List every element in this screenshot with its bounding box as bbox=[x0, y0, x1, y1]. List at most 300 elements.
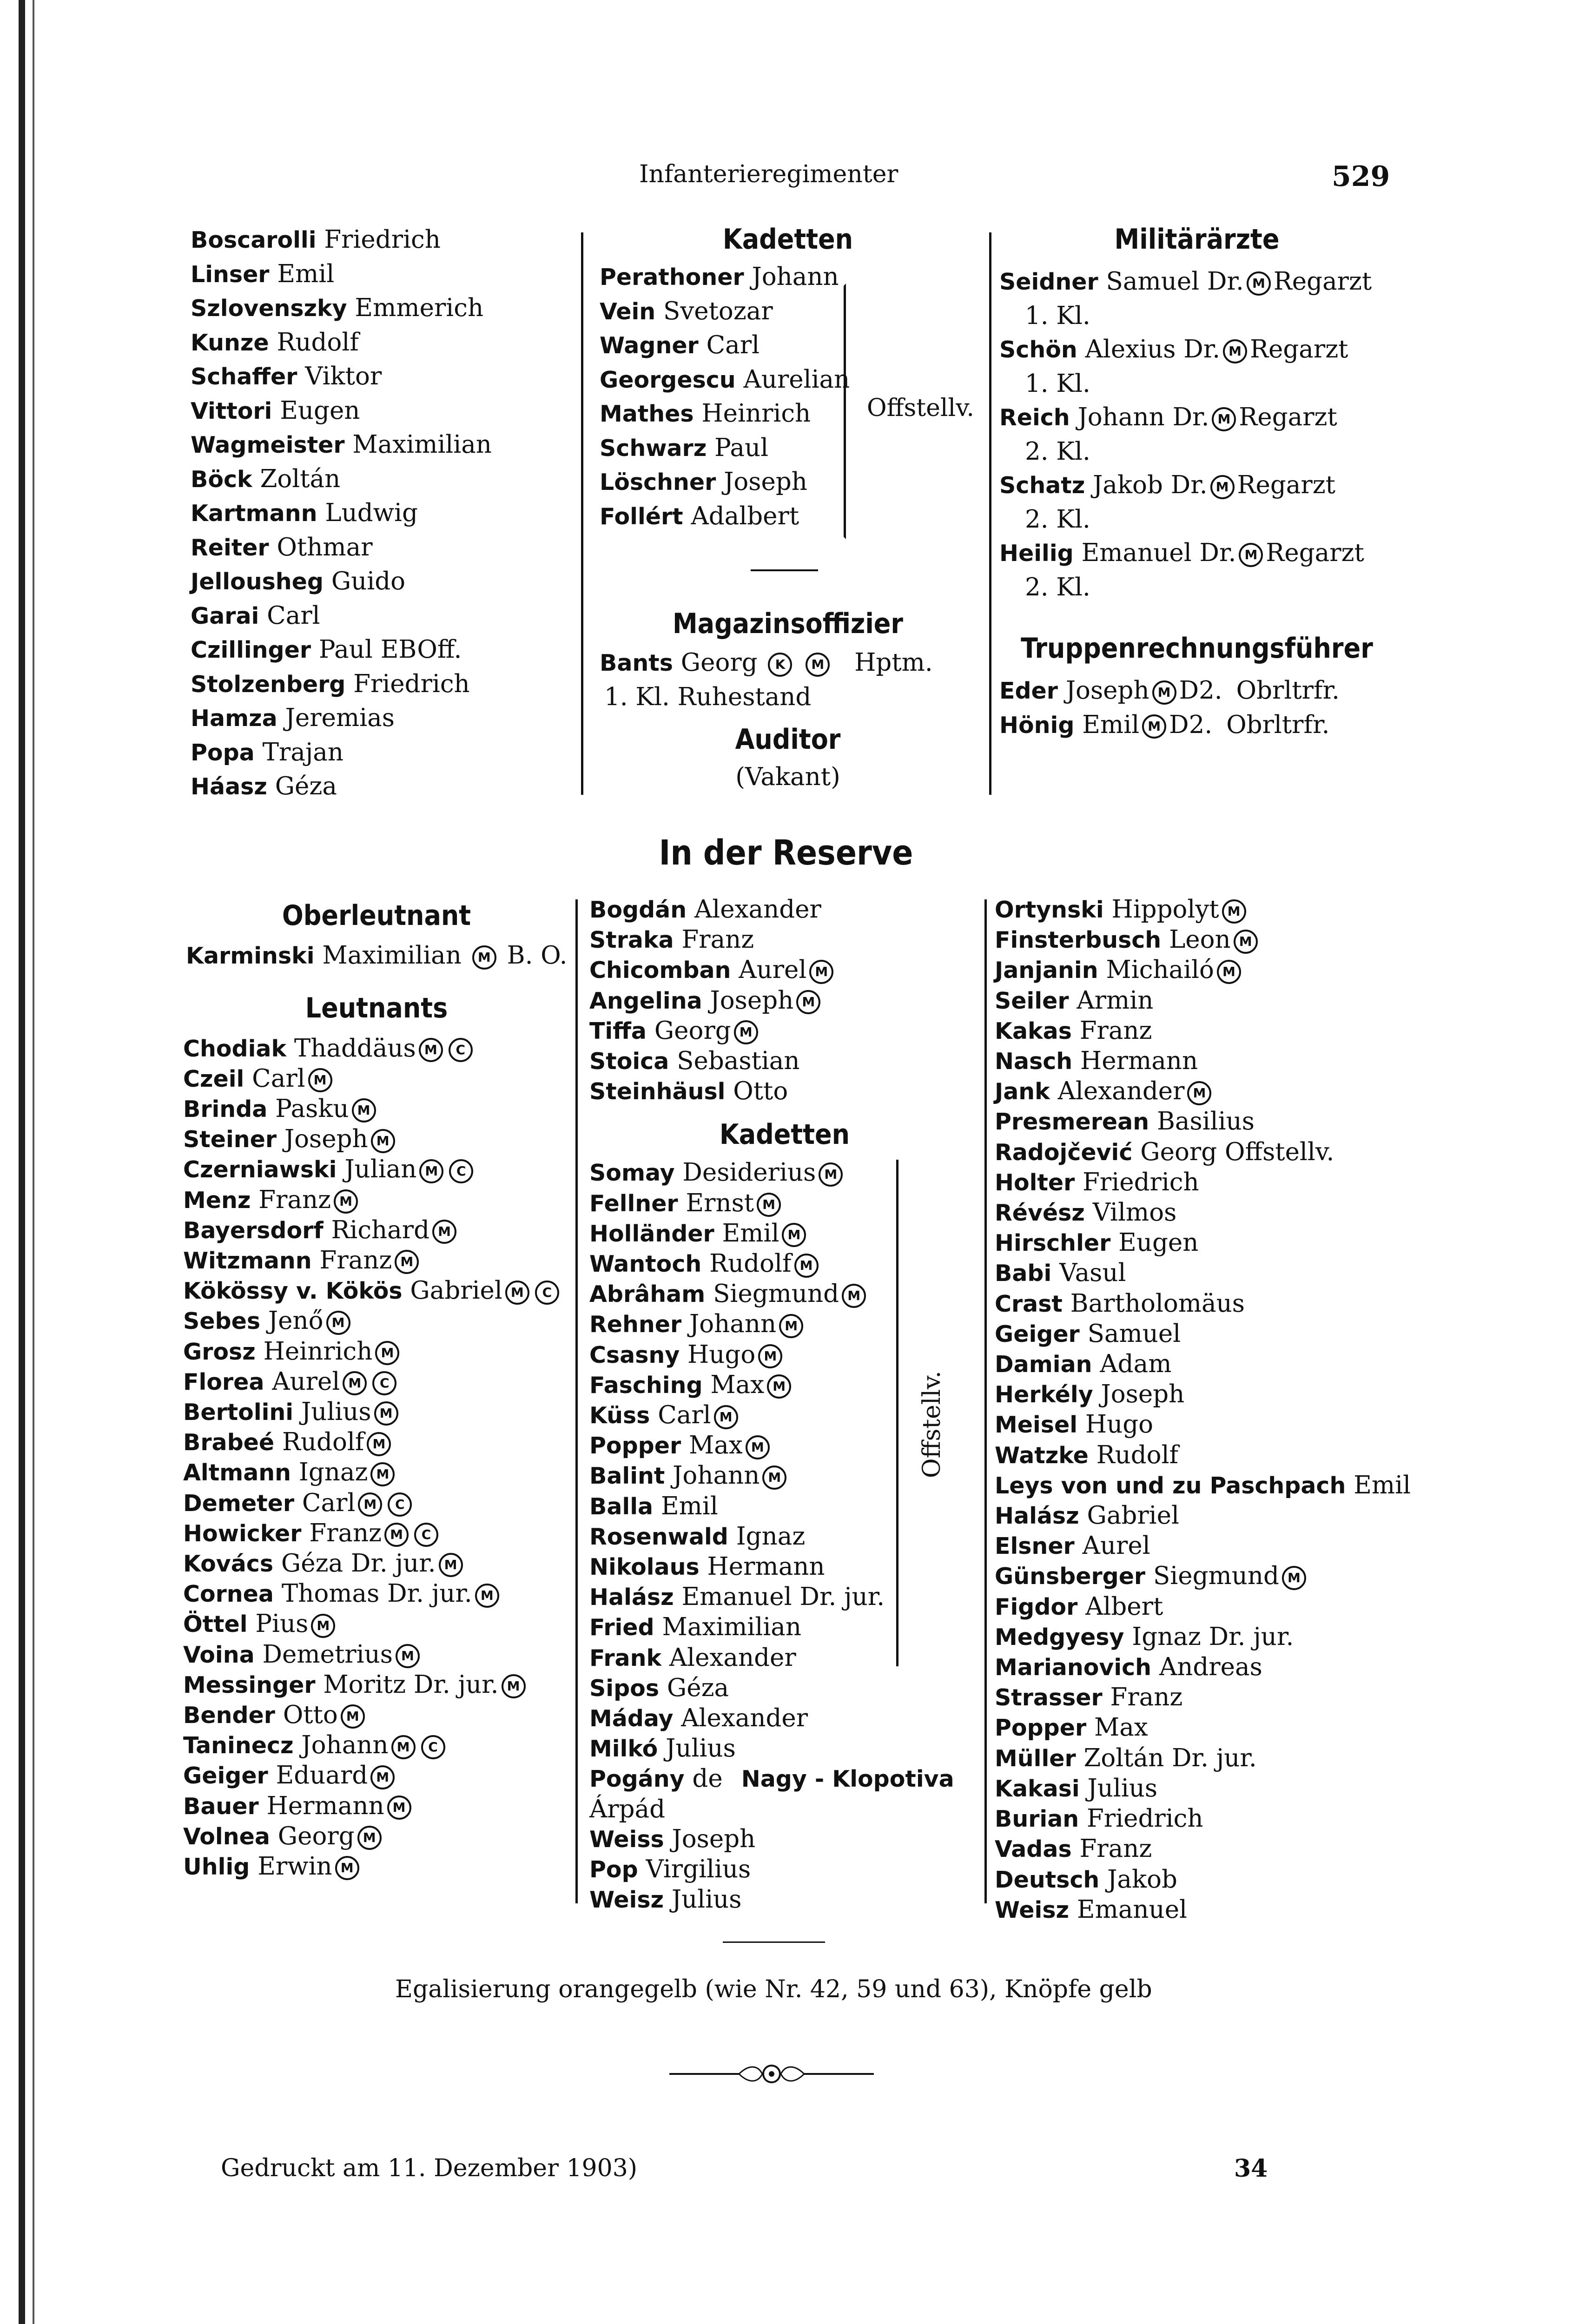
name-entry bbox=[589, 1824, 980, 1855]
surname: Messinger bbox=[183, 1671, 316, 1698]
given-name: Ignaz bbox=[298, 1458, 368, 1487]
name-entry bbox=[995, 1471, 1487, 1501]
name-entry bbox=[183, 1215, 576, 1246]
name-entry bbox=[995, 925, 1487, 955]
name-entry bbox=[183, 1609, 576, 1639]
name-entry bbox=[183, 1791, 576, 1822]
m-badge-icon: M bbox=[472, 945, 496, 970]
surname: Strasser bbox=[995, 1684, 1103, 1711]
given-name: Desiderius bbox=[682, 1158, 816, 1187]
given-name: Jeremias bbox=[285, 704, 395, 732]
name-entry bbox=[183, 1276, 576, 1306]
name-entry bbox=[600, 329, 985, 363]
given-name: Hermann bbox=[1080, 1047, 1198, 1076]
name-entry bbox=[589, 1703, 980, 1734]
surname: Schwarz bbox=[600, 435, 707, 462]
given-name: Thaddäus bbox=[294, 1034, 416, 1063]
given-name: Max bbox=[1094, 1713, 1148, 1742]
arzt-entry bbox=[999, 265, 1404, 299]
magazinsoffizier-line bbox=[600, 646, 985, 680]
m-badge-icon: M bbox=[419, 1038, 443, 1062]
rank: Regarzt bbox=[1250, 335, 1348, 363]
divider bbox=[723, 1941, 825, 1943]
name-entry bbox=[183, 1306, 576, 1336]
surname: Elsner bbox=[995, 1533, 1075, 1560]
surname: Marianovich bbox=[995, 1654, 1152, 1681]
rank: Regarzt bbox=[1273, 267, 1372, 296]
name-entry bbox=[191, 257, 572, 292]
given-name: Svetozar bbox=[663, 297, 773, 325]
surname: Tiffa bbox=[589, 1017, 647, 1044]
surname: Weisz bbox=[589, 1887, 664, 1914]
name-entry bbox=[183, 1397, 576, 1427]
name-entry bbox=[995, 1743, 1487, 1774]
k-badge-icon: K bbox=[768, 653, 792, 677]
name-entry bbox=[995, 1319, 1487, 1349]
column-rule bbox=[581, 232, 583, 795]
surname: Stolzenberg bbox=[191, 671, 346, 698]
surname: Halász bbox=[589, 1584, 674, 1611]
surname: Czerniawski bbox=[183, 1156, 337, 1183]
name-entry bbox=[995, 1016, 1487, 1046]
given-name: Emanuel bbox=[1077, 1895, 1188, 1924]
name-entry bbox=[995, 986, 1487, 1016]
given-name: Franz bbox=[1079, 1835, 1152, 1863]
surname: Finsterbusch bbox=[995, 927, 1162, 954]
given-name: Alexander bbox=[1057, 1077, 1185, 1106]
name-entry bbox=[191, 496, 572, 531]
surname: Volnea bbox=[183, 1823, 270, 1850]
name-entry bbox=[995, 1774, 1487, 1804]
name-entry bbox=[995, 955, 1487, 985]
given-name: Paul bbox=[714, 433, 769, 462]
auditor-value: (Vakant) bbox=[735, 763, 840, 791]
offstellv-bracket bbox=[830, 284, 846, 539]
surname: Brinda bbox=[183, 1096, 268, 1122]
surname: Medgyesy bbox=[995, 1624, 1124, 1651]
m-badge-icon: M bbox=[1142, 714, 1166, 739]
c-badge-icon: C bbox=[449, 1159, 473, 1183]
m-badge-icon: M bbox=[335, 1856, 359, 1880]
name-entry bbox=[995, 1349, 1487, 1380]
trf-entry bbox=[999, 708, 1404, 743]
surname: Mathes bbox=[600, 401, 694, 427]
name-entry bbox=[995, 1410, 1487, 1440]
surname: Presmerean bbox=[995, 1109, 1149, 1136]
name-entry bbox=[589, 1764, 980, 1794]
given-name: Pasku bbox=[275, 1094, 349, 1123]
surname: Bertolini bbox=[183, 1399, 294, 1426]
m-badge-icon: M bbox=[1247, 271, 1271, 296]
surname: Steiner bbox=[183, 1126, 277, 1153]
m-badge-icon: M bbox=[357, 1826, 382, 1850]
given-name: Adam bbox=[1100, 1350, 1172, 1379]
m-badge-icon: M bbox=[326, 1311, 350, 1335]
given-name: Guido bbox=[331, 567, 406, 595]
given-name: Géza Dr. jur. bbox=[281, 1549, 436, 1578]
trf-entry bbox=[999, 674, 1404, 708]
surname: Müller bbox=[995, 1745, 1076, 1772]
surname: Leys von und zu Paschpach bbox=[995, 1472, 1346, 1499]
surname: Babi bbox=[995, 1260, 1052, 1287]
surname: Wantoch bbox=[589, 1251, 702, 1278]
running-title: Infanterieregimenter bbox=[639, 160, 898, 188]
given-name: Franz bbox=[319, 1246, 392, 1274]
surname: Linser bbox=[191, 261, 270, 288]
surname: Florea bbox=[183, 1368, 264, 1395]
m-badge-icon: M bbox=[809, 960, 833, 984]
given-name: Siegmund bbox=[1153, 1562, 1279, 1591]
arzt-class: 1. Kl. bbox=[1025, 369, 1090, 398]
name-entry bbox=[995, 1228, 1487, 1258]
name-entry bbox=[191, 360, 572, 394]
given-name: Georg bbox=[680, 648, 758, 677]
name-entry bbox=[995, 1076, 1487, 1107]
offstellv-label: Offstellv. bbox=[867, 394, 974, 422]
surname: Szlovenszky bbox=[191, 295, 347, 322]
divider bbox=[751, 569, 818, 571]
c-badge-icon: C bbox=[421, 1735, 445, 1759]
name-entry bbox=[600, 431, 985, 466]
given-name: Johann bbox=[301, 1731, 389, 1760]
officers-column-top bbox=[191, 223, 572, 804]
m-badge-icon: M bbox=[370, 1765, 395, 1789]
name-entry bbox=[191, 701, 572, 736]
given-name: Ignaz bbox=[736, 1522, 806, 1551]
surname: Chicomban bbox=[589, 957, 731, 984]
name-entry bbox=[191, 326, 572, 360]
surname: Holländer bbox=[589, 1220, 714, 1247]
surname: Czeil bbox=[183, 1065, 244, 1092]
m-badge-icon: M bbox=[502, 1674, 526, 1698]
surname: Hönig bbox=[999, 712, 1075, 739]
c-badge-icon: C bbox=[449, 1038, 473, 1062]
given-name: Hugo bbox=[687, 1340, 756, 1369]
given-name: Ludwig bbox=[325, 499, 418, 527]
surname: Figdor bbox=[995, 1593, 1078, 1620]
name-entry bbox=[995, 1501, 1487, 1531]
m-badge-icon: M bbox=[782, 1223, 806, 1247]
surname: Damian bbox=[995, 1351, 1092, 1378]
given-name: Virgilius bbox=[646, 1855, 751, 1884]
given-name: Leon bbox=[1169, 925, 1231, 954]
given-name: Maximilian bbox=[662, 1613, 802, 1642]
name-entry bbox=[589, 955, 980, 985]
surname: Jellousheg bbox=[191, 568, 324, 595]
surname: Háasz bbox=[191, 773, 267, 800]
kadetten-top-section bbox=[590, 218, 985, 534]
name-entry bbox=[183, 1367, 576, 1397]
arzt-class: 2. Kl. bbox=[1025, 505, 1090, 534]
m-badge-icon: M bbox=[395, 1250, 419, 1274]
surname: Czillinger bbox=[191, 637, 311, 663]
given-name: Joseph bbox=[1101, 1380, 1185, 1409]
given-name: Rudolf bbox=[1096, 1440, 1179, 1469]
given-name: Carl bbox=[658, 1401, 711, 1430]
name-entry bbox=[589, 1249, 980, 1279]
name-entry bbox=[589, 895, 980, 925]
m-badge-icon: M bbox=[367, 1432, 391, 1456]
given-name: Otto bbox=[283, 1700, 338, 1729]
m-badge-icon: M bbox=[371, 1129, 395, 1153]
name-entry bbox=[995, 1198, 1487, 1228]
m-badge-icon: M bbox=[374, 1401, 398, 1426]
given-name: Otto bbox=[733, 1077, 788, 1106]
surname: Garai bbox=[191, 602, 259, 629]
surname: Angelina bbox=[589, 987, 702, 1014]
given-name: Alexander bbox=[681, 1704, 808, 1733]
arzt-class: 2. Kl. bbox=[1025, 573, 1090, 601]
surname: Kakasi bbox=[995, 1775, 1080, 1802]
given-name: Gabriel bbox=[1087, 1501, 1179, 1530]
surname: Rehner bbox=[589, 1311, 682, 1338]
given-name: Alexius Dr. bbox=[1085, 335, 1221, 363]
name-entry bbox=[995, 1531, 1487, 1561]
given-name: Hermann bbox=[266, 1791, 384, 1820]
m-badge-icon: M bbox=[311, 1614, 335, 1638]
given-name: Zoltán bbox=[260, 464, 341, 493]
surname: Hirschler bbox=[995, 1230, 1111, 1257]
surname: Reich bbox=[999, 404, 1070, 431]
given-name: Julius bbox=[666, 1734, 736, 1763]
m-badge-icon: M bbox=[779, 1314, 803, 1338]
given-name: Franz bbox=[309, 1519, 382, 1547]
name-entry bbox=[183, 1730, 576, 1761]
surname: Howicker bbox=[183, 1520, 302, 1547]
name-entry bbox=[589, 1795, 980, 1824]
given-name: Michailó bbox=[1106, 956, 1214, 984]
m-badge-icon: M bbox=[842, 1284, 866, 1308]
name-entry bbox=[589, 1673, 980, 1703]
name-entry bbox=[995, 1895, 1487, 1925]
c-badge-icon: C bbox=[414, 1523, 438, 1547]
given-name: Joseph bbox=[284, 1125, 368, 1154]
name-entry bbox=[995, 1804, 1487, 1834]
given-name: Samuel bbox=[1087, 1319, 1181, 1348]
name-entry bbox=[191, 633, 572, 667]
magazinsoffizier-title: Magazinsoffizier bbox=[672, 607, 904, 640]
arzt-class: 1. Kl. bbox=[1025, 301, 1090, 330]
given-name: Samuel Dr. bbox=[1106, 267, 1244, 296]
surname: Steinhäusl bbox=[589, 1078, 726, 1105]
name-entry bbox=[183, 1670, 576, 1700]
m-badge-icon: M bbox=[1222, 899, 1246, 924]
given-name: Adalbert bbox=[691, 502, 799, 530]
given-name: Zoltán Dr. jur. bbox=[1083, 1743, 1257, 1772]
name-entry bbox=[183, 1852, 576, 1882]
egalisierung-note: Egalisierung orangegelb (wie Nr. 42, 59 und 63), Knöpfe gelb bbox=[395, 1975, 1152, 2003]
m-badge-icon: M bbox=[475, 1584, 499, 1608]
given-name: Carl bbox=[706, 331, 760, 359]
m-badge-icon: M bbox=[746, 1435, 770, 1459]
name-entry bbox=[589, 1734, 980, 1764]
m-badge-icon: M bbox=[714, 1405, 738, 1429]
m-badge-icon: M bbox=[796, 990, 820, 1014]
auditor-title: Auditor bbox=[735, 723, 841, 756]
name-entry bbox=[995, 1440, 1487, 1471]
given-name: Géza bbox=[275, 772, 337, 800]
surname: Eder bbox=[999, 678, 1058, 704]
surname: Kökössy v. Kökös bbox=[183, 1278, 403, 1305]
name-entry bbox=[995, 1865, 1487, 1895]
m-badge-icon: M bbox=[358, 1492, 382, 1517]
ornament-icon bbox=[669, 2060, 874, 2088]
given-name: Armin bbox=[1077, 986, 1154, 1015]
given-name: Viktor bbox=[305, 362, 382, 390]
kadetten-offstellv-label: Offstellv. bbox=[918, 1371, 946, 1478]
grade-mark: D2. bbox=[1179, 676, 1222, 705]
given-name: Aurel bbox=[272, 1367, 340, 1396]
surname: Altmann bbox=[183, 1459, 291, 1486]
surname: Popper bbox=[995, 1715, 1087, 1742]
surname: Popper bbox=[589, 1433, 681, 1459]
surname: Sipos bbox=[589, 1675, 659, 1702]
given-name: Moritz Dr. jur. bbox=[323, 1670, 499, 1699]
militaeraerzte-section bbox=[999, 218, 1404, 742]
m-badge-icon: M bbox=[375, 1341, 399, 1365]
column-rule bbox=[989, 232, 991, 795]
name-entry bbox=[589, 1643, 980, 1673]
surname: Vein bbox=[600, 298, 656, 325]
m-badge-icon: M bbox=[419, 1159, 443, 1183]
given-name: Joseph bbox=[672, 1824, 756, 1853]
surname: Janjanin bbox=[995, 957, 1098, 984]
printed-date: Gedruckt am 11. Dezember 1903) bbox=[221, 2154, 638, 2182]
given-name: Emanuel Dr. jur. bbox=[681, 1583, 885, 1611]
name-entry bbox=[191, 599, 572, 634]
surname: Fried bbox=[589, 1614, 654, 1641]
name-entry bbox=[183, 1427, 576, 1458]
surname: Öttel bbox=[183, 1611, 248, 1638]
m-badge-icon: M bbox=[343, 1371, 367, 1395]
given-name: Árpád bbox=[589, 1795, 666, 1823]
surname: Schatz bbox=[999, 472, 1085, 499]
surname: Meisel bbox=[995, 1412, 1077, 1439]
reserve-title: In der Reserve bbox=[659, 833, 913, 873]
given-name: Erwin bbox=[258, 1852, 332, 1881]
scan-edge bbox=[19, 0, 25, 2324]
given-name: Max bbox=[688, 1431, 743, 1460]
given-name: Georg bbox=[654, 1016, 731, 1045]
kadetten-bracket bbox=[896, 1160, 898, 1666]
given-name: Andreas bbox=[1159, 1653, 1262, 1682]
page-number: 529 bbox=[1332, 160, 1390, 193]
given-name: Friedrich bbox=[1083, 1168, 1199, 1196]
m-badge-icon: M bbox=[387, 1796, 411, 1820]
name-entry bbox=[600, 295, 985, 329]
surname: Hamza bbox=[191, 705, 277, 732]
surname: Balint bbox=[589, 1463, 665, 1490]
surname: Frank bbox=[589, 1644, 662, 1671]
name-entry bbox=[589, 1158, 980, 1188]
name-entry bbox=[600, 465, 985, 500]
surname: Milkó bbox=[589, 1736, 658, 1763]
given-name: Jakob Dr. bbox=[1093, 471, 1208, 499]
given-name: Thomas Dr. jur. bbox=[281, 1579, 472, 1608]
name-entry bbox=[995, 1683, 1487, 1713]
name-entry bbox=[600, 500, 985, 534]
given-name: Emil bbox=[661, 1492, 718, 1520]
surname: Perathoner bbox=[600, 264, 744, 290]
given-name: Bartholomäus bbox=[1070, 1289, 1245, 1318]
name-entry bbox=[183, 1519, 576, 1549]
given-name: Johann bbox=[752, 263, 839, 291]
given-name: Johann bbox=[673, 1461, 760, 1490]
name-entry bbox=[183, 1458, 576, 1488]
surname: Chodiak bbox=[183, 1035, 287, 1062]
m-badge-icon: M bbox=[1217, 960, 1241, 984]
given-name: Julius bbox=[301, 1397, 371, 1426]
arzt-entry bbox=[999, 469, 1404, 503]
surname: Pogány bbox=[589, 1766, 685, 1793]
name-entry bbox=[183, 1549, 576, 1579]
given-name: Joseph bbox=[1065, 676, 1149, 705]
leutnants-title: Leutnants bbox=[305, 991, 448, 1024]
name-entry bbox=[995, 1592, 1487, 1622]
given-name: Eduard bbox=[276, 1761, 368, 1790]
name-entry bbox=[995, 1622, 1487, 1652]
given-name: Johann bbox=[689, 1310, 777, 1339]
arzt-entry bbox=[999, 536, 1404, 571]
given-name: Othmar bbox=[277, 533, 373, 561]
name-entry bbox=[191, 565, 572, 599]
name-entry bbox=[589, 1522, 980, 1552]
name-entry bbox=[183, 1185, 576, 1215]
rank: Regarzt bbox=[1266, 539, 1364, 567]
name-entry bbox=[183, 1064, 576, 1094]
surname: Bayersdorf bbox=[183, 1217, 324, 1244]
surname: Seidner bbox=[999, 269, 1098, 295]
given-name: Joseph bbox=[724, 468, 807, 496]
given-name: Maximilian bbox=[322, 941, 462, 970]
name-entry bbox=[589, 1492, 980, 1522]
given-name: Paul EBOff. bbox=[318, 635, 462, 664]
given-name: de bbox=[692, 1764, 723, 1793]
surname: Somay bbox=[589, 1160, 675, 1187]
given-name: Aurelian bbox=[743, 365, 850, 394]
m-badge-icon: M bbox=[370, 1462, 395, 1486]
given-name: Basilius bbox=[1156, 1107, 1255, 1136]
given-name: Hermann bbox=[707, 1552, 825, 1581]
m-badge-icon: M bbox=[341, 1704, 365, 1729]
surname: Burian bbox=[995, 1806, 1079, 1833]
m-badge-icon: M bbox=[767, 1374, 791, 1399]
given-name: Carl bbox=[267, 601, 320, 630]
m-badge-icon: M bbox=[1282, 1566, 1306, 1590]
m-badge-icon: M bbox=[1187, 1081, 1211, 1105]
reserve-column-1 bbox=[177, 892, 576, 1882]
name-entry bbox=[183, 1337, 576, 1367]
surname: Bants bbox=[600, 650, 673, 676]
c-badge-icon: C bbox=[388, 1492, 412, 1517]
sheet-number: 34 bbox=[1234, 2154, 1268, 2183]
surname: Rosenwald bbox=[589, 1523, 728, 1550]
m-badge-icon: M bbox=[762, 1466, 786, 1490]
name-entry bbox=[191, 462, 572, 497]
name-entry bbox=[183, 1579, 576, 1609]
surname: Weiss bbox=[589, 1826, 664, 1853]
name-entry bbox=[589, 1076, 980, 1107]
rank: B. O. bbox=[507, 941, 568, 970]
surname: Böck bbox=[191, 466, 252, 493]
surname: Popa bbox=[191, 739, 255, 766]
surname: Küss bbox=[589, 1402, 650, 1429]
given-name: Max bbox=[710, 1370, 765, 1399]
m-badge-icon: M bbox=[308, 1068, 332, 1092]
m-badge-icon: M bbox=[505, 1281, 529, 1305]
surname: Weisz bbox=[995, 1896, 1070, 1923]
surname: Vadas bbox=[995, 1836, 1072, 1863]
